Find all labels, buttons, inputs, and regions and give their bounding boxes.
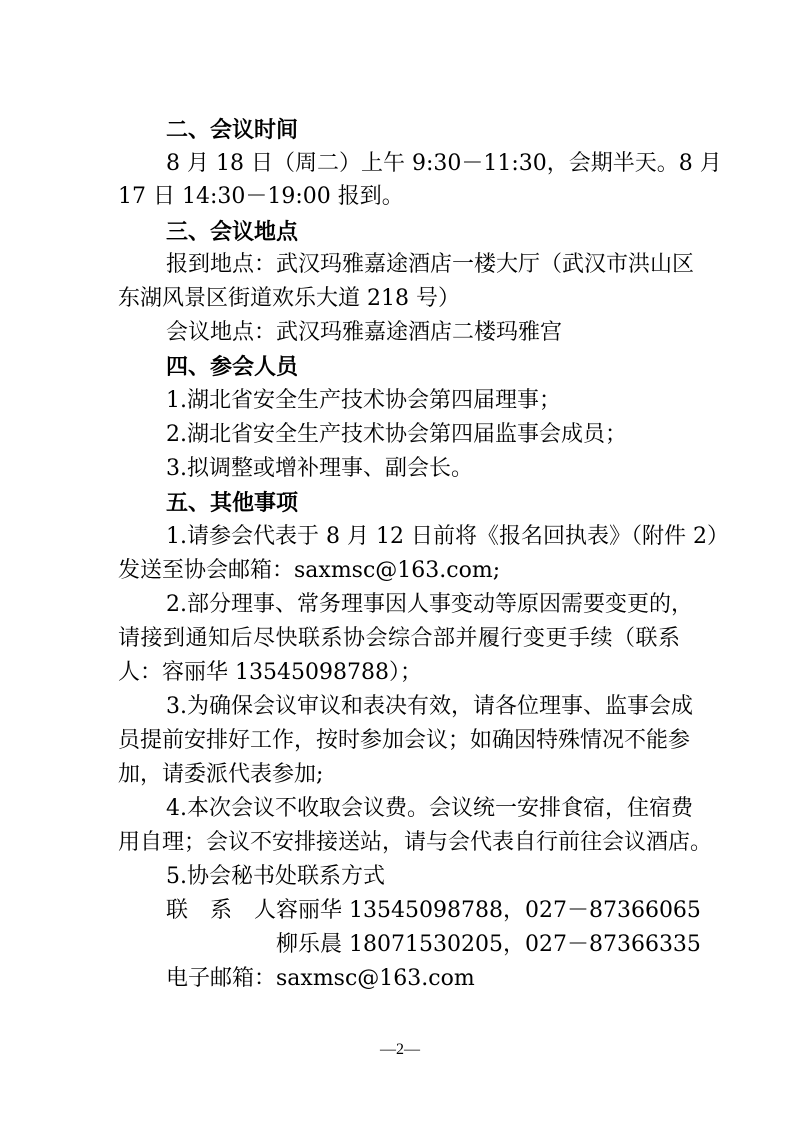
section-time-heading: 二、会议时间 [166,117,299,143]
other-item-3-line-2-text: 员提前安排好工作，按时参加会议；如确因特殊情况不能参 [118,728,691,753]
meeting-location: 会议地点：武汉玛雅嘉途酒店二楼玛雅宫 [166,320,563,345]
other-item-3-line-1 [166,690,693,724]
other-item-2-line-1 [166,588,693,622]
other-item-3-line-1-text: 3.为确保会议审议和表决有效，请各位理事、监事会成 [166,694,693,719]
other-item-2-line-3: 人：容丽华 13545098788）； [118,660,422,685]
contact-person-2: 柳乐晨 18071530205，027－87366335 [276,932,701,957]
other-item-1-line-1-text: 1.请参会代表于 8 月 12 日前将《报名回执表》（附件 2） [166,524,729,549]
checkin-location-line-1 [166,248,695,282]
attendee-item-2: 2.湖北省安全生产技术协会第四届监事会成员； [166,422,627,447]
other-item-4-line-2 [118,826,713,860]
section-location-heading: 三、会议地点 [166,219,299,245]
other-item-2-line-2-text: 请接到通知后尽快联系协会综合部并履行变更手续（联系 [118,626,680,651]
other-item-5: 5.协会秘书处联系方式 [166,864,385,889]
other-item-4-line-1 [166,792,693,826]
other-item-3-line-3: 加，请委派代表参加; [118,762,324,787]
checkin-location-line-1-text: 报到地点：武汉玛雅嘉途酒店一楼大厅（武汉市洪山区 [166,252,695,277]
page-number: —2— [380,1041,420,1058]
email-address: saxmsc@163.com [276,966,475,991]
other-item-2-line-2 [118,622,680,656]
contact-label: 联 系 人： [166,898,299,923]
email-label: 电子邮箱： [166,966,277,991]
attendee-item-3: 3.拟调整或增补理事、副会长。 [166,456,473,481]
section-time-line-2: 17 日 14:30－19:00 报到。 [118,184,404,209]
other-item-4-line-2-text: 用自理；会议不安排接送站，请与会代表自行前往会议酒店。 [118,830,713,855]
other-item-1-line-2: 发送至协会邮箱：saxmsc@163.com; [118,558,501,583]
section-time-line-1-text: 8 月 18 日（周二）上午 9:30－11:30，会期半天。8 月 [166,151,722,176]
section-time-line-1 [166,147,722,181]
other-item-2-line-1-text: 2.部分理事、常务理事因人事变动等原因需要变更的， [166,592,693,617]
section-other-heading: 五、其他事项 [166,490,299,516]
other-item-1-line-1 [166,520,729,554]
attendee-item-1: 1.湖北省安全生产技术协会第四届理事； [166,388,561,413]
section-attendees-heading: 四、参会人员 [166,354,299,380]
other-item-4-line-1-text: 4.本次会议不收取会议费。会议统一安排食宿，住宿费 [166,796,693,821]
contact-person-1: 容丽华 13545098788，027－87366065 [276,898,701,923]
other-item-3-line-2 [118,724,691,758]
checkin-location-line-2: 东湖风景区街道欢乐大道 218 号） [118,286,460,311]
